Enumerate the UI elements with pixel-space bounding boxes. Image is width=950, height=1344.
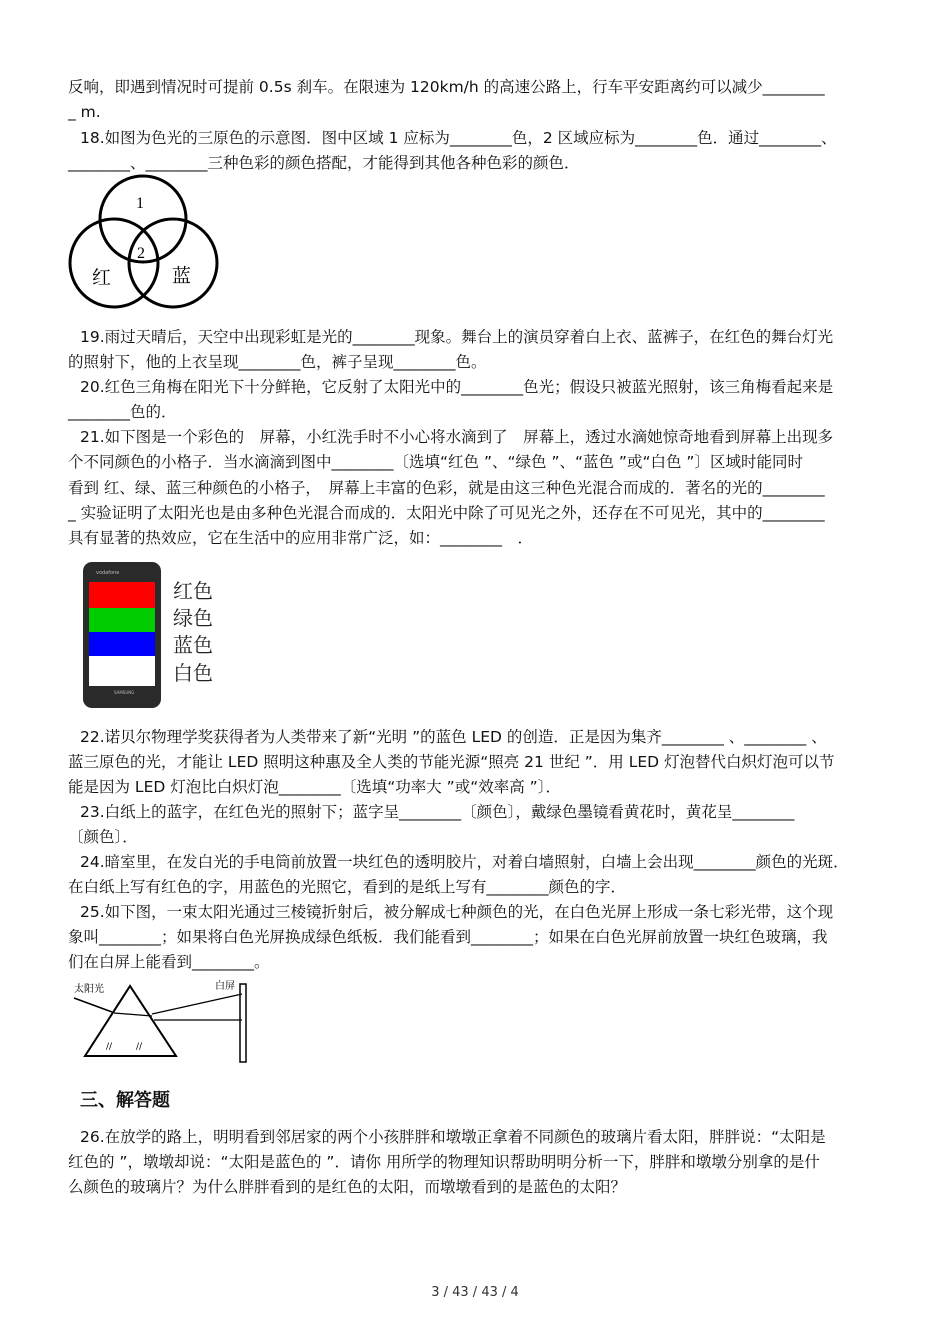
question-25: 25.如下图，一束太阳光通过三棱镜折射后，被分解成七种颜色的光，在白色光屏上形成一条七彩光带，这个现 bbox=[80, 903, 834, 921]
prism-figure bbox=[72, 976, 262, 1066]
screen-red bbox=[89, 582, 155, 608]
question-19: 19.雨过天晴后，天空中出现彩虹是光的________现象。舞台上的演员穿着白上衣、蓝裤子，在红色的舞台灯光 bbox=[80, 328, 834, 346]
question-21: 21.如下图是一个彩色的 屏幕，小红洗手时不小心将水滴到了 屏幕上，透过水滴她惊奇地看到屏幕上出现多 bbox=[80, 428, 834, 446]
text-line: ________、________三种色彩的颜色搭配，才能得到其他各种色彩的颜色． bbox=[68, 154, 580, 172]
question-20: 20.红色三角梅在阳光下十分鲜艳，它反射了太阳光中的________色光；假设只被蓝光照射，该三角梅看起来是 bbox=[80, 378, 834, 396]
page-footer: 3 / 43 / 43 / 4 bbox=[431, 1285, 519, 1300]
prism bbox=[85, 986, 176, 1056]
screen-blue bbox=[89, 632, 155, 656]
white-screen-label: 白屏 bbox=[215, 981, 235, 992]
region-2-label: 2 bbox=[137, 245, 145, 262]
question-24: 24.暗室里，在发白光的手电筒前放置一块红色的透明胶片，对着白墙照射，白墙上会出现________颜色的光斑． bbox=[80, 853, 849, 871]
legend-green: 绿色 bbox=[173, 606, 213, 630]
three-primary-colors-diagram bbox=[68, 172, 220, 312]
text-line: 在白纸上写有红色的字，用蓝色的光照它，看到的是纸上写有________颜色的字． bbox=[68, 878, 627, 896]
text-line: _ m. bbox=[68, 103, 101, 121]
text-line: 能是因为 LED 灯泡比白炽灯泡________〔选填“功率大 ”或“效率高 ”〕． bbox=[68, 778, 561, 796]
text-line: 个不同颜色的小格子．当水滴滴到图中________〔选填“红色 ”、“绿色 ”、“蓝色 ”或“白色 ”〕区域时能同时 bbox=[68, 453, 803, 471]
screen-white bbox=[89, 656, 155, 686]
screen-green bbox=[89, 608, 155, 632]
text-line: 〔颜色〕． bbox=[68, 828, 138, 846]
text-line: 象叫________；如果将白色光屏换成绿色纸板．我们能看到________；如果在白色光屏前放置一块红色玻璃，我 bbox=[68, 928, 828, 946]
white-screen bbox=[240, 984, 246, 1062]
legend-white: 白色 bbox=[173, 661, 213, 685]
phone-brand: vodafone bbox=[96, 570, 120, 576]
phone-bottom-brand: SAMSUNG bbox=[114, 690, 135, 695]
text-line: 的照射下，他的上衣呈现________色，裤子呈现________色。 bbox=[68, 353, 487, 371]
phone-screen-figure bbox=[80, 560, 220, 710]
red-label: 红 bbox=[92, 267, 112, 289]
text-line: 反响，即遇到情况时可提前 0.5s 刹车。在限速为 120km/h 的高速公路上，行车平安距离约可以减少________ bbox=[68, 78, 825, 96]
svg-text://: // bbox=[136, 1042, 143, 1052]
text-line: 红色的 ”，墩墩却说：“太阳是蓝色的 ”．请你 用所学的物理知识帮助明明分析一下，胖胖和墩墩分别拿的是什 bbox=[68, 1153, 820, 1171]
legend-red: 红色 bbox=[173, 579, 213, 603]
text-line: ________色的． bbox=[68, 403, 177, 421]
text-line: 么颜色的玻璃片？为什么胖胖看到的是红色的太阳，而墩墩看到的是蓝色的太阳？ bbox=[68, 1178, 627, 1196]
svg-text://: // bbox=[106, 1042, 113, 1052]
sunlight-label: 太阳光 bbox=[74, 984, 104, 995]
region-1-label: 1 bbox=[136, 195, 144, 212]
text-line: _ 实验证明了太阳光也是由多种色光混合而成的．太阳光中除了可见光之外，还存在不可见光，其中的________ bbox=[68, 504, 825, 522]
blue-label: 蓝 bbox=[172, 265, 192, 287]
legend-blue: 蓝色 bbox=[173, 633, 213, 657]
question-23: 23.白纸上的蓝字，在红色光的照射下；蓝字呈________〔颜色〕，戴绿色墨镜看黄花时，黄花呈________ bbox=[80, 803, 795, 821]
text-line: 蓝三原色的光，才能让 LED 照明这种惠及全人类的节能光源“照亮 21 世纪 ”．用 LED 灯泡替代白炽灯泡可以节 bbox=[68, 753, 835, 771]
question-18: 18.如图为色光的三原色的示意图．图中区域 1 应标为________色，2 区域应标为________色．通过________、 bbox=[80, 129, 837, 147]
text-line: 看到 红、绿、蓝三种颜色的小格子， 屏幕上丰富的色彩，就是由这三种色光混合而成的．著名的光的________ bbox=[68, 479, 825, 497]
section-heading: 三、解答题 bbox=[80, 1090, 170, 1111]
text-line: 具有显著的热效应，它在生活中的应用非常广泛，如：________ ． bbox=[68, 529, 534, 547]
question-26: 26.在放学的路上，明明看到邻居家的两个小孩胖胖和墩墩正拿着不同颜色的玻璃片看太阳，胖胖说：“太阳是 bbox=[80, 1128, 826, 1146]
question-22: 22.诺贝尔物理学奖获得者为人类带来了新“光明 ”的蓝色 LED 的创造．正是因为集齐________ 、________ 、 bbox=[80, 728, 827, 746]
text-line: 们在白屏上能看到________。 bbox=[68, 953, 270, 971]
